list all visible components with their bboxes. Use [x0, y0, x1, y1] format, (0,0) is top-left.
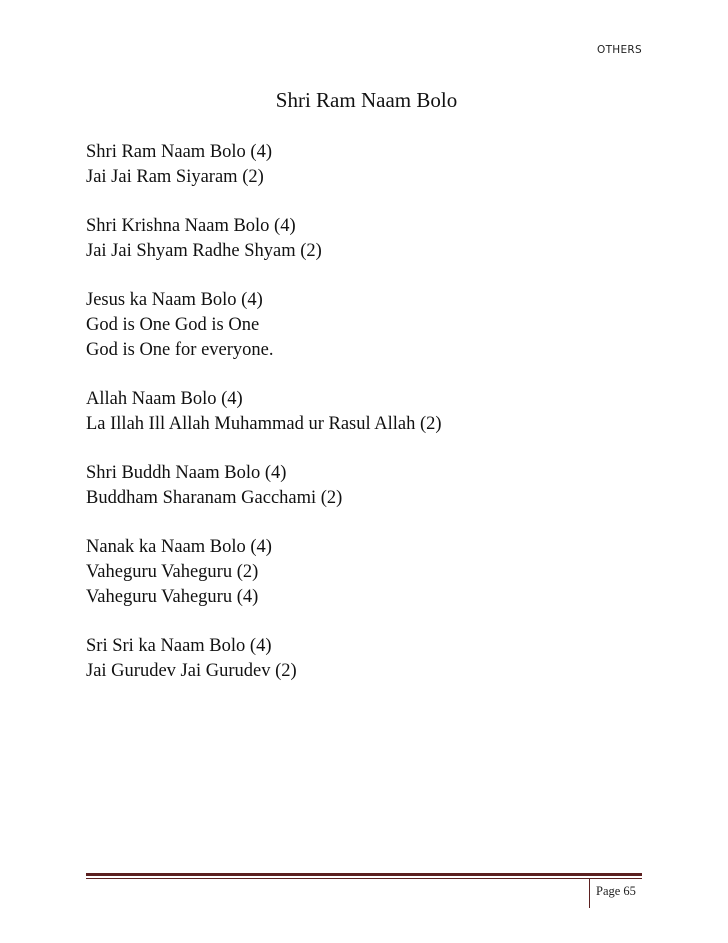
lyrics-body: [86, 140, 686, 708]
lyric-line: Vaheguru Vaheguru (4): [86, 587, 259, 607]
footer-rule: [86, 873, 642, 876]
lyric-line: Sri Sri ka Naam Bolo (4): [86, 636, 272, 656]
lyric-line: Jai Jai Shyam Radhe Shyam (2): [86, 241, 322, 261]
lyric-line: Nanak ka Naam Bolo (4): [86, 537, 272, 557]
lyric-line: God is One for everyone.: [86, 340, 274, 360]
stanza: [86, 140, 686, 190]
stanza: [86, 634, 686, 684]
page-title: Shri Ram Naam Bolo: [275, 88, 458, 112]
stanza: [86, 288, 686, 363]
lyric-line: Shri Ram Naam Bolo (4): [86, 142, 273, 162]
lyric-line: Buddham Sharanam Gacchami (2): [86, 488, 343, 508]
lyric-line: Shri Buddh Naam Bolo (4): [86, 463, 287, 483]
lyric-line: Vaheguru Vaheguru (2): [86, 562, 259, 582]
page-number: Page 65: [596, 884, 636, 898]
stanza: [86, 461, 686, 511]
lyric-line: Allah Naam Bolo (4): [86, 389, 243, 409]
lyric-line: Jai Jai Ram Siyaram (2): [86, 167, 264, 187]
stanza: [86, 387, 686, 437]
section-label: OTHERS: [597, 44, 642, 56]
lyric-line: God is One God is One: [86, 315, 260, 335]
stanza: [86, 535, 686, 610]
lyric-line: La Illah Ill Allah Muhammad ur Rasul Allah (2): [86, 414, 442, 434]
lyric-line: Jesus ka Naam Bolo (4): [86, 290, 263, 310]
lyric-line: Shri Krishna Naam Bolo (4): [86, 216, 296, 236]
lyric-line: Jai Gurudev Jai Gurudev (2): [86, 661, 297, 681]
footer-rule-thin: [86, 878, 642, 879]
stanza: [86, 214, 686, 264]
footer-divider: [589, 878, 590, 908]
